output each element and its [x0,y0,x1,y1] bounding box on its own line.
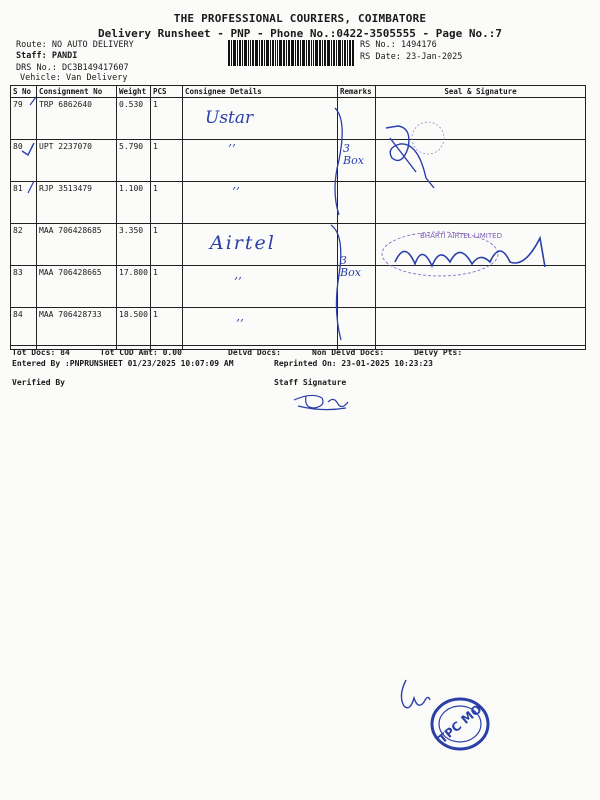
table-row [11,308,586,350]
table-row [11,182,586,224]
handwritten-remark-box: 3 Box [343,142,364,167]
cell-weight: 1.100 [117,182,151,224]
remarks-bracket-strokes [325,100,385,345]
handwritten-ditto-mark: ’’ [228,142,236,156]
cell-weight: 0.530 [117,98,151,140]
cell-weight: 5.790 [117,140,151,182]
total-docs: Tot Docs: 84 [12,348,70,357]
cell-consignment: RJP 3513479 [37,182,117,224]
cell-pcs: 1 [151,182,183,224]
rs-date: RS Date: 23-Jan-2025 [360,52,463,62]
handwritten-consignee-ustar: Ustar [205,108,254,128]
cell-pcs: 1 [151,140,183,182]
signature-scribble-1 [378,118,468,193]
vehicle-label: Vehicle: Van Delivery [20,73,128,83]
tick-marks [20,95,50,205]
cell-pcs: 1 [151,98,183,140]
initials-scribble [392,676,432,716]
runsheet-table [10,85,586,350]
handwritten-ditto-mark: ’’ [232,185,240,199]
table-row [11,140,586,182]
handwritten-ditto-mark: ’’ [234,275,242,289]
handwritten-ditto-mark: ’’ [236,317,244,331]
non-delivered-docs: Non Delvd Docs: [312,348,385,357]
cell-consignment: MAA 706428685 [37,224,117,266]
cell-weight: 3.350 [117,224,151,266]
col-header-seal: Seal & Signature [376,85,586,98]
cell-consignee [183,308,338,350]
cell-consignee [183,140,338,182]
drs-label: DRS No.: DC3B149417607 [16,63,129,73]
cell-consignment: MAA 706428665 [37,266,117,308]
cell-pcs: 1 [151,308,183,350]
seal-text: TPC MO [435,701,485,747]
cell-consignee [183,182,338,224]
delivered-docs: Delvd Docs: [228,348,281,357]
col-header-consignment: Consignment No [37,85,117,98]
cell-weight: 17.800 [117,266,151,308]
rs-number: RS No.: 1494176 [360,40,437,50]
verified-by-label: Verified By [12,378,65,387]
table-bottom-rule [10,345,585,346]
total-cod-amount: Tot COD Amt: 0.00 [100,348,182,357]
cell-sno: 82 [11,224,37,266]
cell-sno: 81 [11,182,37,224]
entered-by: Entered By :PNPRUNSHEET 01/23/2025 10:07:09 AM [12,359,234,368]
col-header-pcs: PCS [151,85,183,98]
staff-signature-label: Staff Signature [274,378,347,387]
staff-signature-scribble [292,390,352,412]
reprinted-on: Reprinted On: 23-01-2025 10:23:23 [274,359,433,368]
cell-consignment: UPT 2237070 [37,140,117,182]
cell-pcs: 1 [151,266,183,308]
barcode-image [228,40,354,66]
cell-weight: 18.500 [117,308,151,350]
cell-sno: 83 [11,266,37,308]
col-header-consignee: Consignee Details [183,85,338,98]
stamp-text: BHARTI AIRTEL LIMITED [420,232,502,240]
table-header-row [11,85,586,98]
col-header-weight: Weight [117,85,151,98]
cell-sno: 84 [11,308,37,350]
cell-sno: 80 [11,140,37,182]
staff-label: Staff: PANDI [16,51,78,61]
company-title: THE PROFESSIONAL COURIERS, COIMBATORE [173,12,427,25]
table-row [11,98,586,140]
col-header-sno: S No [11,85,37,98]
cell-consignee [183,266,338,308]
cell-consignment: TRP 6862640 [37,98,117,140]
cell-seal [376,308,586,350]
runsheet-subtitle: Delivery Runsheet - PNP - Phone No.:0422-3505555 - Page No.:7 [98,27,502,40]
cell-sno: 79 [11,98,37,140]
cell-pcs: 1 [151,224,183,266]
tpc-round-seal [430,697,490,751]
route-label: Route: NO AUTO DELIVERY [16,40,134,50]
delivery-points: Delvy Pts: [414,348,463,357]
cell-consignment: MAA 706428733 [37,308,117,350]
handwritten-remark-box: 3 Box [340,254,361,279]
col-header-remarks: Remarks [338,85,376,98]
handwritten-consignee-airtel: Airtel [210,232,276,254]
company-stamp-signature [380,222,570,292]
